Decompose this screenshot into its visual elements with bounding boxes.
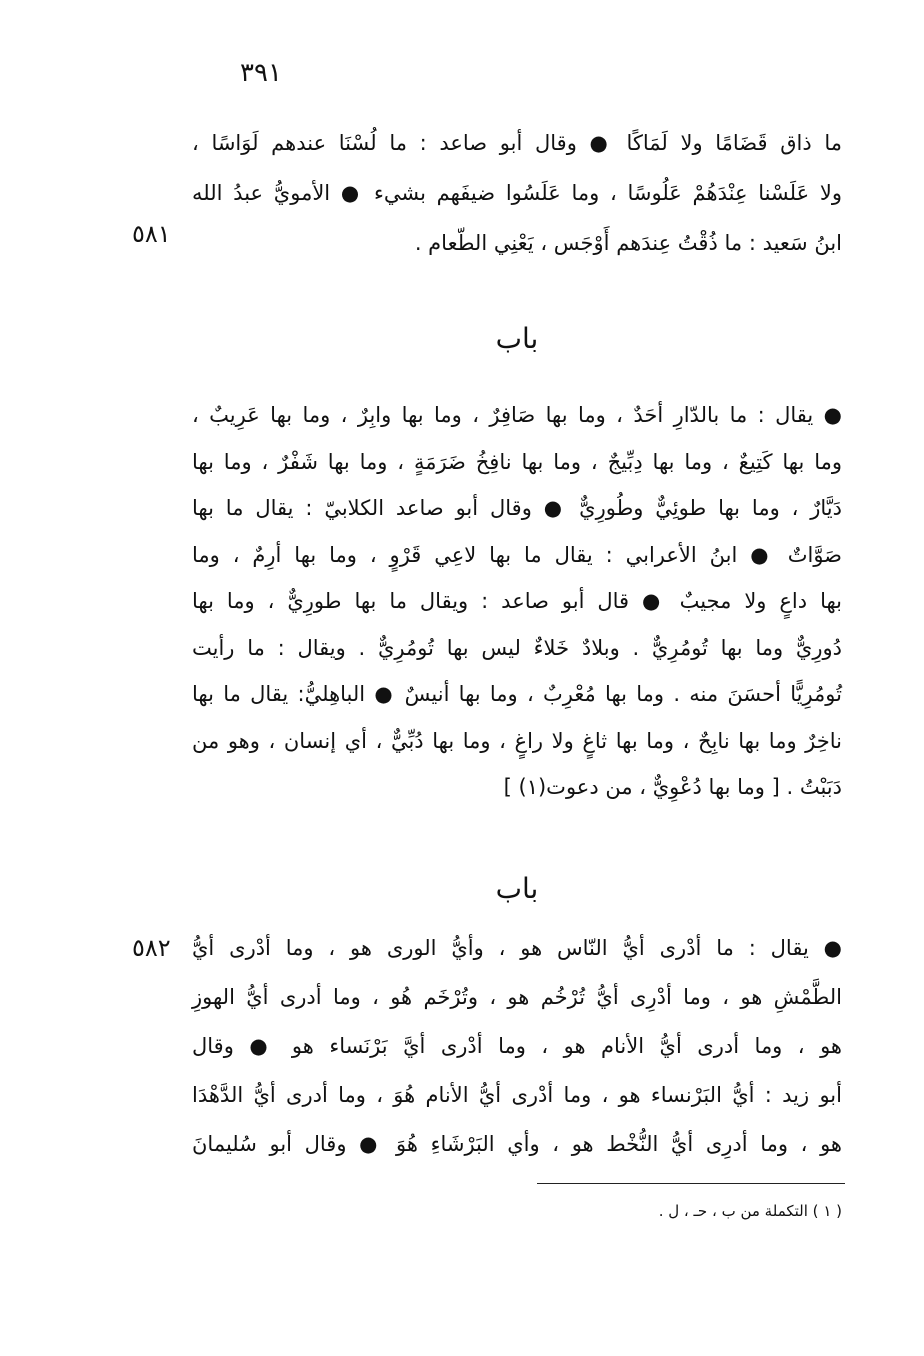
intro-line: ما ذاق قَضَامًا ولا لَمَاكًا ● وقال أبو صاعد : ما لُسْنَا عندهم لَوَاسًا ،: [192, 131, 842, 155]
section1-line: وما بها كَتِيعٌ ، وما بها دِبِّيجٌ ، وما بها نافِخُ ضَرَمَةٍ ، وما بها شَفْرٌ ، وما بها: [192, 449, 842, 474]
intro-line: ولا عَلَسْنا عِنْدَهُمْ عَلُوسًا ، وما عَلَسُوا ضيفَهم بشيء ● الأمويُّ عبدُ الله: [192, 181, 842, 205]
section1-line: دَبَبْتُ . [ وما بها دُعْوِيٌّ ، من دعوت(١) ]: [503, 775, 842, 799]
section1-line: دَيَّارٌ ، وما بها طوئِيٌّ وطُورِيٌّ ● وقال أبو صاعد الكلابيّ : يقال ما بها: [192, 496, 842, 520]
section2-line: ● يقال : ما أدْرى أيُّ النّاس هو ، وأيُّ الورى هو ، وما أدْرى أيُّ: [192, 936, 842, 960]
section2-line: هو ، وما أدرى أيُّ الأنام هو ، وما أدْرى أيَّ بَرْنَساء هو ● وقال: [192, 1034, 842, 1058]
section-heading: باب: [495, 322, 539, 355]
section-heading: باب: [495, 872, 539, 905]
section2-line: الطَّمْشِ هو ، وما أدْرِى أيُّ تُرْخُم هو ، وتُرْخَم هُو ، وما أدرى أيُّ الهوزِ: [192, 985, 842, 1009]
section1-line: صَوَّاتٌ ● ابنُ الأعرابي : يقال ما بها لاعِي قَرْوٍ ، وما بها أرِمٌ ، وما: [192, 542, 842, 567]
section1-line: بها داعٍ ولا مجيبٌ ● قال أبو صاعد : ويقال ما بها طورِيٌّ ، وما بها: [192, 589, 842, 613]
section1-line: تُومُرِيًّا أحسَنَ منه . وما بها مُعْرِبٌ ، وما بها أنيسٌ ● الباهِليُّ: يقال ما بها: [192, 682, 842, 706]
section2-paragraph: [192, 924, 842, 1169]
intro-paragraph: [192, 118, 842, 268]
intro-line: ابنُ سَعيد : ما ذُقْتُ عِندَهم أَوْجَس ، يَعْنِي الطّعام .: [414, 231, 842, 255]
footnote-divider: [537, 1183, 845, 1184]
section1-line: ● يقال : ما بالدّارِ أحَدٌ ، وما بها صَافِرٌ ، وما بها وابِرٌ ، وما بها عَرِيبٌ ،: [192, 403, 842, 427]
page-number: ٣٩١: [240, 58, 282, 88]
margin-number-582: ٥٨٢: [132, 934, 171, 962]
section2-line: هو ، وما أدرِى أيُّ النُّخْط هو ، وأي البَرْشَاءِ هُوَ ● وقال أبو سُليمانَ: [192, 1132, 842, 1156]
section2-line: أبو زيد : أيُّ البَرْنساء هو ، وما أدْرى أيُّ الأنام هُوَ ، وما أدرى أيُّ الدَّهْدَا: [192, 1083, 842, 1107]
margin-number-581: ٥٨١: [132, 220, 171, 248]
section1-line: ناخِرٌ وما بها نابِحٌ ، وما بها ثاغٍ ولا راغٍ ، وما بها دُبِّيٌّ ، أي إنسان ، وهو من: [192, 728, 842, 753]
footnote: ( ١ ) التكملة من ب ، حـ ، ل .: [658, 1202, 842, 1220]
section1-line: دُورِيٌّ وما بها تُومُرِيٌّ . وبلادٌ خَلاءٌ ليس بها تُومُرِيٌّ . ويقال : ما رأيت: [192, 635, 842, 660]
section1-paragraph: [192, 392, 842, 811]
